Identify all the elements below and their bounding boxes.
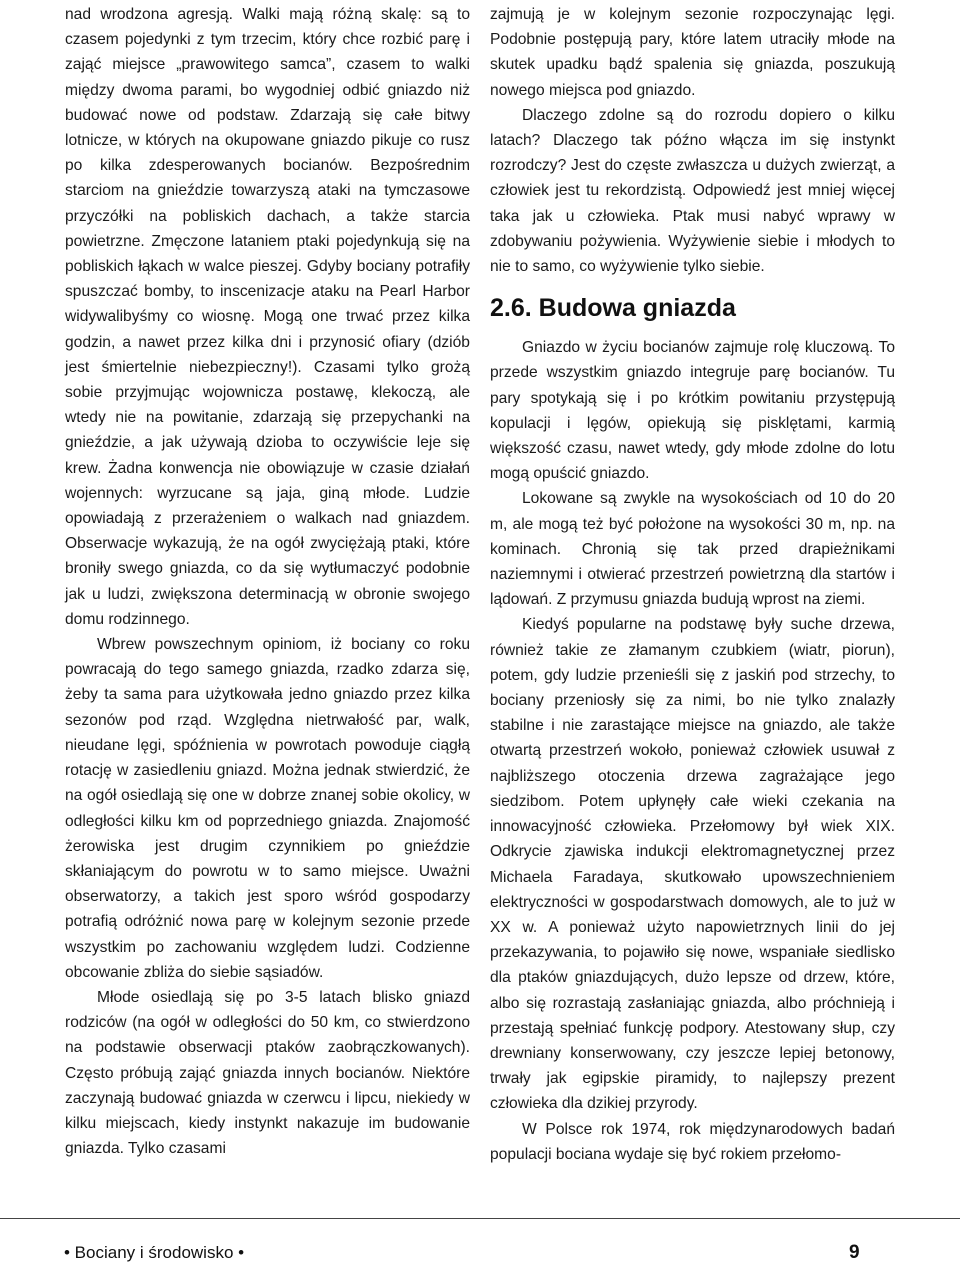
footer-divider — [0, 1218, 960, 1219]
page-number: 9 — [849, 1242, 860, 1263]
paragraph: zajmują je w kolejnym sezonie rozpoczynając lęgi. Podobnie postępują pary, które latem utraciły młode na skutek upadku bądź spalenia się gniazda, poszukują nowego miejsca pod gniazdo. — [490, 6, 895, 99]
running-title: • Bociany i środowisko • — [64, 1243, 245, 1262]
section-heading: 2.6. Budowa gniazda — [490, 294, 736, 323]
paragraph: Lokowane są zwykle na wysokościach od 10 do 20 m, ale mogą też być położone na wysokości 30 m, np. na kominach. Chronią się tak przed drapieżnikami naziemnymi i otwierać przestrzeń powietrzną dla startów i lądowań. Z przymusu gniazda budują wprost na ziemi. — [490, 490, 895, 609]
paragraph: Wbrew powszechnym opiniom, iż bociany co roku powracają do tego samego gniazda, rzadko zdarza się, żeby ta sama para użytkowała jedno gniazdo przez kilka sezonów pod rząd. Względna nietrwałość par, walk, nieudane lęgi, spóźnienia w powrotach powoduje ciągłą rotację w zasiedleniu gniazd. Można jednak stwierdzić, że na ogół osiedlają się one w dobrze znanej sobie okolicy, w odległości kilku km od poprzedniego gniazda. Znajomość żerowiska jest drugim czynnikiem po gnieździe skłaniającym do powrotu w to samo miejsce. Uważni obserwatorzy, a takich jest sporo wśród gospodarzy potrafią odróżnić nowa parę w kolejnym sezonie przede wszystkim po zachowaniu względem ludzi. Codzienne obcowanie zbliża do siebie sąsiadów. — [65, 636, 470, 981]
right-column — [490, 2, 895, 1167]
left-column — [65, 2, 470, 1161]
paragraph: nad wrodzona agresją. Walki mają różną skalę: są to czasem pojedynki z tym trzecim, który chce rozbić parę i zająć miejsce „prawowitego samca”, czasem to walki między dwoma parami, bo wygodniej odbić gniazdo niż budować nowe od podstaw. Zdarzają się całe bitwy lotnicze, w których na okupowane gniazdo pikuje co rusz po kilka zdesperowanych bocianów. Bezpośrednim starciom na gnieździe towarzyszą ataki na tymczasowe przyczółki na pobliskich dachach, a także starcia powietrzne. Zmęczone lataniem ptaki pojedynkują się na pobliskich łąkach w walce pieszej. Gdyby bociany potrafiły spuszczać bomby, to inscenizacje ataku na Pearl Harbor widywalibyśmy co wiosnę. Mogą one trwać przez kilka godzin, a nawet przez kilka dni i przynosić ofiary (dziób jest śmiertelnie niebezpieczny!). Czasami tylko grożą sobie przyjmując wojownicza postawę, klekoczą, ale wtedy nie na powitanie, zdarzają się przepychanki na gnieździe, a jak używają dzioba to oczywiście leje się krew. Żadna konwencja nie obowiązuje w czasie działań wojennych: wyrzucane są jaja, giną młode. Ludzie opowiadają z przerażeniem o walkach nad gniazdem. Obserwacje wykazują, że na ogół zwyciężają ptaki, które broniły swego gniazda, co da się wytłumaczyć podobnie jak u ludzi, zwiększona determinacją w obronie swojego domu rodzinnego. — [65, 6, 470, 628]
paragraph: Kiedyś popularne na podstawę były suche drzewa, również takie ze złamanym czubkiem (wiatr, piorun), potem, gdy ludzie przenieśli się z jaskiń pod strzechy, to bociany przeniosły się za nimi, bo nie tylko znalazły stabilne i nie zarastające miejsce na gniazdo, ale także otwartą przestrzeń wokoło, ponieważ człowiek usuwał z najbliższego otoczenia drzewa zagrażające jego siedzibom. Potem upłynęły całe wieki czekania na innowacyjność człowieka. Przełomowy był wiek XIX. Odkrycie zjawiska indukcji elektromagnetycznej przez Michaela Faradaya, skutkowało upowszechnieniem elektryczności w gospodarstwach domowych, ale to już w XX w. A ponieważ użyto napowietrznych linii do jej przekazywania, to pojawiło się nowe, wspaniałe siedlisko dla ptaków gniazdujących, dużo lepsze od drzew, które, albo się rozrastają zasłaniając gniazda, albo próchnieją i przestają spełniać funkcję podpory. Atestowany słup, czy drewniany konserwowany, czy jeszcze lepiej betonowy, trwały jak egipskie piramidy, to najlepszy prezent człowieka dla dzikiej przyrody. — [490, 616, 895, 1113]
paragraph: Młode osiedlają się po 3-5 latach blisko gniazd rodziców (na ogół w odległości do 50 km, co stwierdzono na podstawie obserwacji ptaków zaobrączkowanych). Często próbują zająć gniazda innych bocianów. Niektóre zaczynają budować gniazda w czerwcu i lipcu, niekiedy w kilku miejscach, kiedy instynkt nakazuje im budowanie gniazda. Tylko czasami — [65, 988, 470, 1158]
paragraph: Dlaczego zdolne są do rozrodu dopiero o kilku latach? Dlaczego tak późno włącza im się instynkt rozrodczy? Jest do częste zwłaszcza u dużych zwierząt, a człowiek jest tu rekordzistą. Odpowiedź jest mniej więcej taka jak u człowieka. Ptak musi nabyć wprawy w zdobywaniu pożywienia. Wyżywienie siebie i młodych to nie to samo, co wyżywienie tylko siebie. — [490, 106, 895, 276]
paragraph: Gniazdo w życiu bocianów zajmuje rolę kluczową. To przede wszystkim gniazdo integruje parę bocianów. Tu pary spotykają się i po krótkim powitaniu przystępują kopulacji i lęgów, opiekują się pisklętami, karmią większość czasu, nawet wtedy, gdy młode zdolne do lotu mogą opuścić gniazdo. — [490, 339, 895, 483]
paragraph: W Polsce rok 1974, rok międzynarodowych badań populacji bociana wydaje się być rokiem przełomo- — [490, 1120, 895, 1163]
